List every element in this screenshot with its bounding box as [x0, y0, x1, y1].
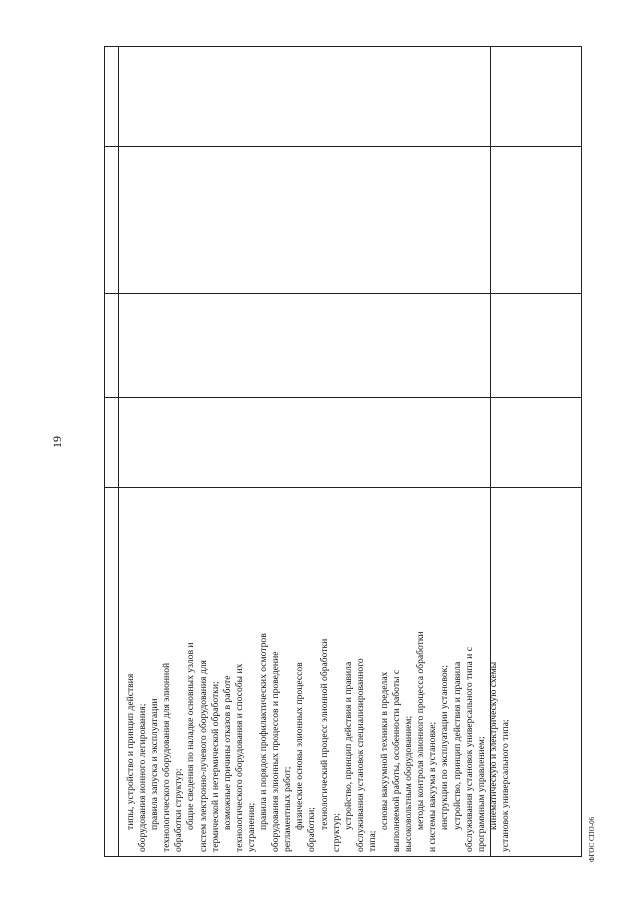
- text-line: обработки;: [306, 807, 318, 852]
- text-line: оборудования ионного легирования;: [137, 703, 149, 852]
- text-line: выполняемой работы, особенности работы с: [391, 669, 403, 852]
- text-line: типа;: [366, 830, 378, 852]
- text-line: технологический процесс элионной обработки: [318, 638, 330, 830]
- page-number: 19: [50, 436, 64, 448]
- table-column-divider: [118, 47, 119, 856]
- text-line: программным управлением;: [475, 736, 487, 852]
- text-line: устройство, принцип действия и правила: [451, 661, 463, 830]
- text-line: обслуживания установок специализированного: [354, 658, 366, 852]
- text-line: систем электронно-лучевого оборудования для: [197, 660, 209, 852]
- competency-table: [104, 46, 582, 857]
- text-line: оборудования элионных процессов и проведение: [270, 651, 282, 852]
- text-line: кинематическую и электрическую схемы: [487, 661, 499, 830]
- text-line: правила и порядок профилактических осмотров: [258, 633, 270, 830]
- text-line: высоковольтным оборудованием;: [403, 715, 415, 852]
- text-line: возможные причины отказов в работе: [221, 675, 233, 830]
- text-line: устройство, принцип действия и правила: [342, 661, 354, 830]
- text-line: технологического оборудования и способы их: [233, 663, 245, 852]
- text-line: основы вакуумной техники в пределах: [378, 671, 390, 830]
- text-line: типы, устройство и принцип действия: [125, 673, 136, 830]
- table-row-divider: [105, 397, 581, 398]
- table-row-divider: [105, 293, 581, 294]
- knowledge-requirements-text: [125, 492, 512, 852]
- text-line: обработки структур;: [173, 768, 185, 852]
- text-line: физические основы элионных процессов: [294, 662, 306, 830]
- text-line: методы контроля элионного процесса обработки: [415, 631, 427, 830]
- text-line: обслуживания установок универсального типа и с: [463, 647, 475, 852]
- text-line: инструкции по эксплуатации установок;: [439, 664, 451, 830]
- text-line: правила запуска и эксплуатации: [149, 698, 161, 830]
- text-line: термической и нетермической обработки;: [209, 681, 221, 852]
- text-line: устранения;: [245, 802, 257, 852]
- text-line: общие сведения по наладке основных узлов и: [185, 642, 197, 830]
- text-line: установок универсального типа;: [499, 719, 511, 852]
- table-row-divider: [105, 146, 581, 147]
- text-line: технологического оборудования для элионной: [161, 662, 173, 852]
- text-line: и системы вакуума в установке;: [427, 721, 439, 852]
- table-row-divider: [105, 487, 581, 488]
- text-line: регламентных работ;: [282, 766, 294, 852]
- text-line: структур;: [330, 813, 342, 852]
- document-code: ФГОС СПО-06: [588, 816, 596, 862]
